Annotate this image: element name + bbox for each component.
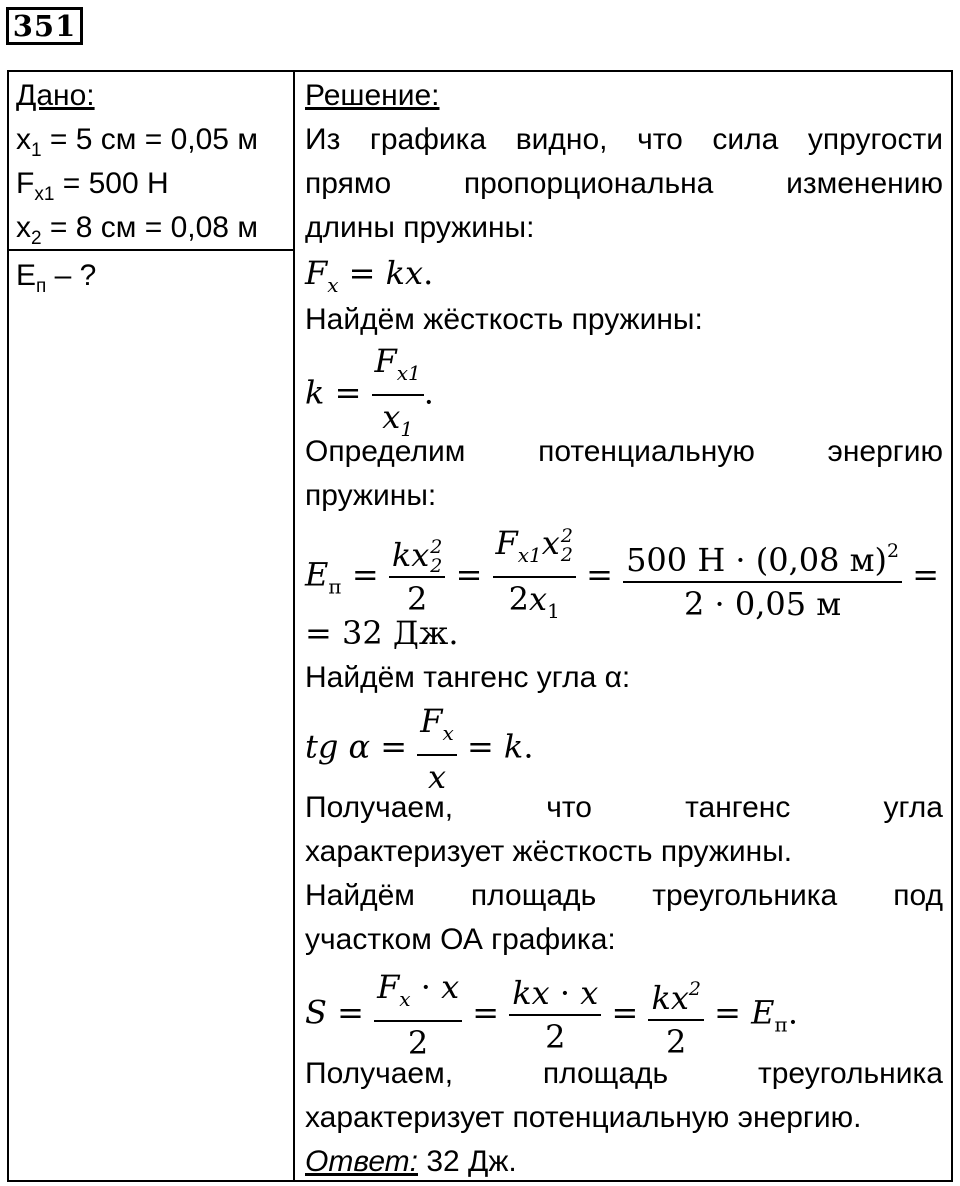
word: Найдём — [305, 879, 415, 912]
paragraph-7-line-2: характеризует потенциальную энергию. — [305, 1101, 862, 1134]
word: сила — [712, 123, 779, 156]
word: Определим — [305, 435, 466, 468]
word: под — [893, 879, 943, 912]
formula-tangent: tg α = $\frac{F_x}{x}$ = k. — [305, 702, 534, 796]
word: Получаем, — [305, 1057, 454, 1090]
energy-numeric-denominator: 2 · 0,05 м — [683, 584, 842, 623]
word: пропорциональна — [463, 167, 714, 200]
paragraph-5-line-1 — [305, 786, 943, 830]
word: Из — [305, 123, 341, 156]
problem-number: 351 — [6, 7, 83, 45]
paragraph-6-line-2: участком ОА графика: — [305, 923, 616, 956]
formula-area: S = $\frac{F_x \cdot x}{2}$ = $\frac{kx \cdot x}{2}$ = $\frac{kx^2}{2}$ = $E_п$. — [305, 968, 798, 1062]
given-heading: Дано: — [16, 79, 95, 112]
word: угла — [883, 791, 943, 824]
formula-stiffness: k = $\frac{F_{x1}}{x_1}$ . — [305, 342, 434, 441]
word: треугольника — [757, 1057, 943, 1090]
paragraph-2: Найдём жёсткость пружины: — [305, 303, 703, 336]
paragraph-3-line-1 — [305, 430, 943, 474]
answer-value: 32 Дж. — [426, 1145, 517, 1178]
word: видно, — [515, 123, 608, 156]
paragraph-1-line-1 — [305, 118, 943, 162]
word: площадь — [542, 1057, 669, 1090]
word: что — [546, 791, 592, 824]
paragraph-7-line-1 — [305, 1052, 943, 1096]
paragraph-6-line-1 — [305, 874, 943, 918]
paragraph-1-line-2 — [305, 162, 943, 206]
given-x1: $x_1 = 5$ см = 0,05 м — [16, 123, 258, 161]
given-fx1: $F_{x1} = 500$ Н — [16, 167, 169, 205]
word: энергию — [827, 435, 943, 468]
word: изменению — [786, 167, 943, 200]
paragraph-1-line-3: длины пружины: — [305, 211, 535, 244]
word: потенциальную — [538, 435, 755, 468]
answer — [305, 1140, 517, 1184]
word: прямо — [305, 167, 392, 200]
word: площадь — [470, 879, 597, 912]
word: что — [637, 123, 683, 156]
paragraph-4: Найдём тангенс угла α: — [305, 661, 631, 694]
given-x2: $x_2 = 8$ см = 0,08 м — [16, 211, 258, 249]
word: упругости — [807, 123, 943, 156]
paragraph-5-line-2: характеризует жёсткость пружины. — [305, 835, 793, 868]
energy-numeric-numerator: 500 Н · (0,08 м) — [626, 540, 888, 579]
answer-label: Ответ: — [305, 1145, 418, 1178]
solution-heading: Решение: — [305, 79, 440, 112]
column-divider — [293, 70, 295, 1182]
word: Получаем, — [305, 791, 454, 824]
energy-result: = 32 Дж. — [305, 614, 459, 652]
find-energy: $E_п$ – ? — [16, 259, 97, 297]
word: треугольника — [652, 879, 838, 912]
formula-force: $F_x$ = kx. — [305, 254, 434, 297]
paragraph-3-line-2: пружины: — [305, 479, 437, 512]
formula-energy: $E_п$ = kx 2 2 2 = $F_{x1}x$ 2 2 $2x_1$ = $\frac{500 Н \cdot (0,08 м)^2}{2 \cdot 0,05 м}$ = — [305, 524, 940, 623]
word: тангенс — [685, 791, 791, 824]
word: графика — [369, 123, 487, 156]
